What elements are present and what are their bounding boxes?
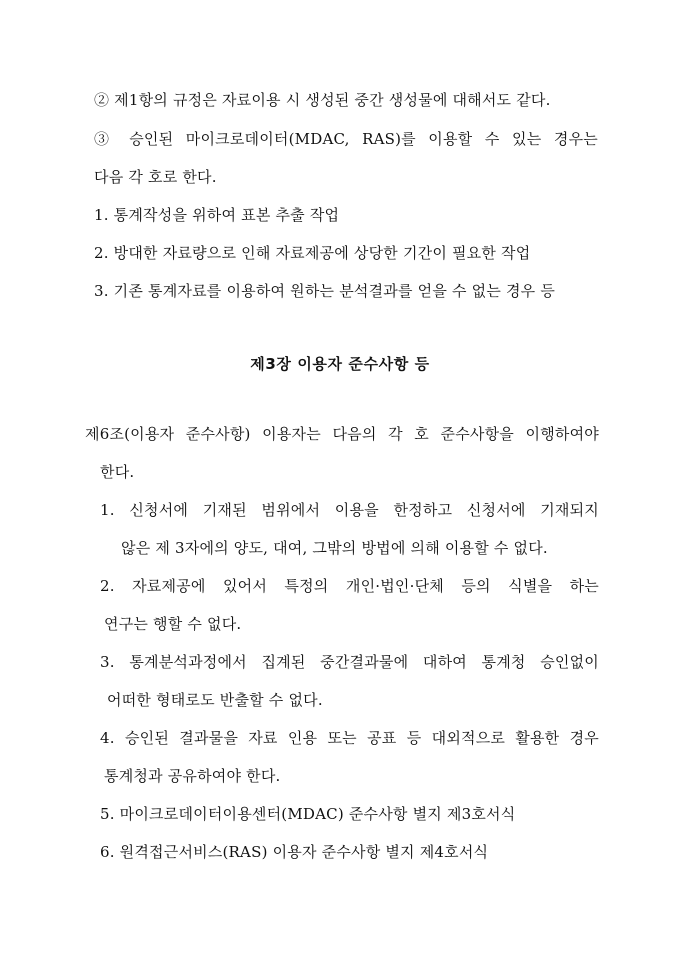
article-6-line-2: 한다. [100, 463, 135, 481]
list-item: 1. 통계작성을 위하여 표본 추출 작업 [94, 206, 340, 224]
article-6-item-4-line-2: 통계청과 공유하여야 한다. [104, 767, 281, 785]
paragraph-3-line-1: ③ 승인된 마이크로데이터(MDAC, RAS)를 이용할 수 있는 경우는 [94, 130, 598, 148]
list-item: 2. 방대한 자료량으로 인해 자료제공에 상당한 기간이 필요한 작업 [94, 244, 531, 262]
paragraph-3-line-2: 다음 각 호로 한다. [94, 168, 217, 186]
article-6-item-3-line-1: 3. 통계분석과정에서 집계된 중간결과물에 대하여 통계청 승인없이 [100, 653, 599, 671]
article-6-item-5: 5. 마이크로데이터이용센터(MDAC) 준수사항 별지 제3호서식 [100, 805, 516, 823]
paragraph-2: ② 제1항의 규정은 자료이용 시 생성된 중간 생성물에 대해서도 같다. [94, 91, 551, 109]
article-6-item-1-line-2: 않은 제 3자에의 양도, 대여, 그밖의 방법에 의해 이용할 수 없다. [121, 539, 548, 557]
article-6-item-2-line-2: 연구는 행할 수 없다. [104, 615, 242, 633]
article-6-line-1: 제6조(이용자 준수사항) 이용자는 다음의 각 호 준수사항을 이행하여야 [85, 425, 599, 443]
article-6-item-4-line-1: 4. 승인된 결과물을 자료 인용 또는 공표 등 대외적으로 활용한 경우 [100, 729, 599, 747]
chapter-title: 제3장 이용자 준수사항 등 [250, 355, 430, 373]
article-6-item-2-line-1: 2. 자료제공에 있어서 특정의 개인·법인·단체 등의 식별을 하는 [100, 577, 599, 595]
article-6-item-6: 6. 원격접근서비스(RAS) 이용자 준수사항 별지 제4호서식 [100, 843, 489, 861]
list-item: 3. 기존 통계자료를 이용하여 원하는 분석결과를 얻을 수 없는 경우 등 [94, 282, 556, 300]
article-6-item-3-line-2: 어떠한 형태로도 반출할 수 없다. [107, 691, 323, 709]
article-6-item-1-line-1: 1. 신청서에 기재된 범위에서 이용을 한정하고 신청서에 기재되지 [100, 501, 599, 519]
